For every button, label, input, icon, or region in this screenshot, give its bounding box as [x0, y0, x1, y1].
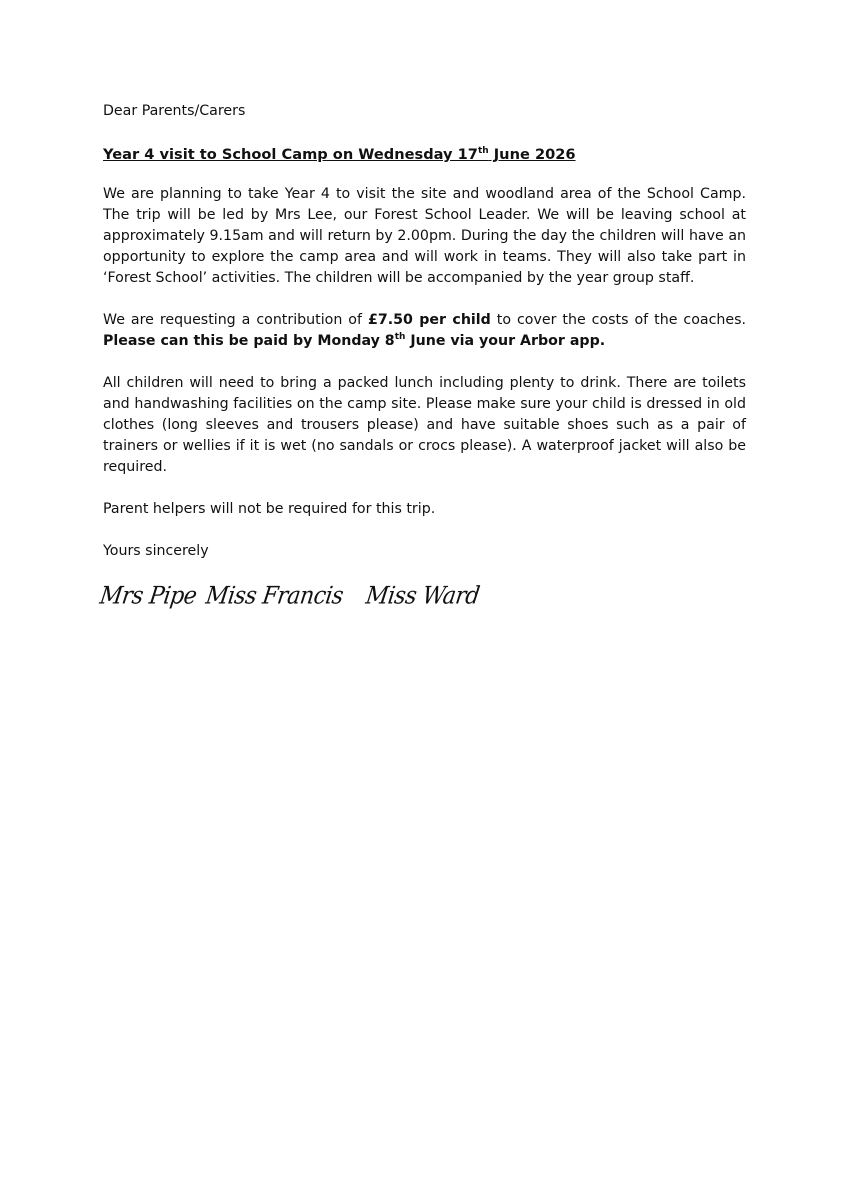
trip-details-paragraph: We are planning to take Year 4 to visit the site and woodland area of the School Camp. The trip will be led by Mrs Lee, our Forest School Leader. We will be leaving school at approximately 9.15am and will return by 2.00pm. During the day the children will have an opportunity to explore the camp area and will work in teams. They will also take part in ‘Forest School’ activities. The children will be accompanied by the year group staff.	[103, 186, 746, 286]
signature-miss-francis: Miss Francis	[204, 582, 345, 611]
heading-text: Year 4 visit to School Camp on Wednesday 17	[103, 146, 478, 163]
letter-body	[98, 101, 746, 626]
signature-mrs-pipe: Mrs Pipe	[98, 582, 199, 611]
heading-ordinal: th	[477, 146, 489, 156]
payment-date-ordinal: th	[394, 332, 406, 342]
payment-request-text: Please can this be paid by Monday 8	[103, 333, 395, 349]
payment-amount: £7.50 per child	[367, 312, 491, 328]
payment-paragraph	[103, 310, 746, 352]
payment-request	[103, 333, 605, 349]
signature-miss-ward: Miss Ward	[364, 582, 481, 611]
payment-lead-text: We are requesting a contribution of	[103, 312, 368, 328]
helpers-paragraph: Parent helpers will not be required for this trip.	[103, 501, 436, 517]
requirements-paragraph: All children will need to bring a packed lunch including plenty to drink. There are toilets and handwashing facilities on the camp site. Please make sure your child is dressed in old clothes (long sleeves and trousers please) and have suitable shoes such as a pair of trainers or wellies if it is wet (no sandals or crocs please). A waterproof jacket will also be required.	[103, 375, 746, 475]
heading-text-end: June 2026	[488, 146, 576, 163]
closing: Yours sincerely	[103, 543, 209, 559]
payment-middle-text: to cover the costs of the coaches.	[490, 312, 746, 328]
salutation: Dear Parents/Carers	[103, 103, 246, 119]
payment-request-text-end: June via your Arbor app.	[405, 333, 606, 349]
signature-block	[98, 582, 746, 626]
letter-heading	[103, 144, 746, 165]
